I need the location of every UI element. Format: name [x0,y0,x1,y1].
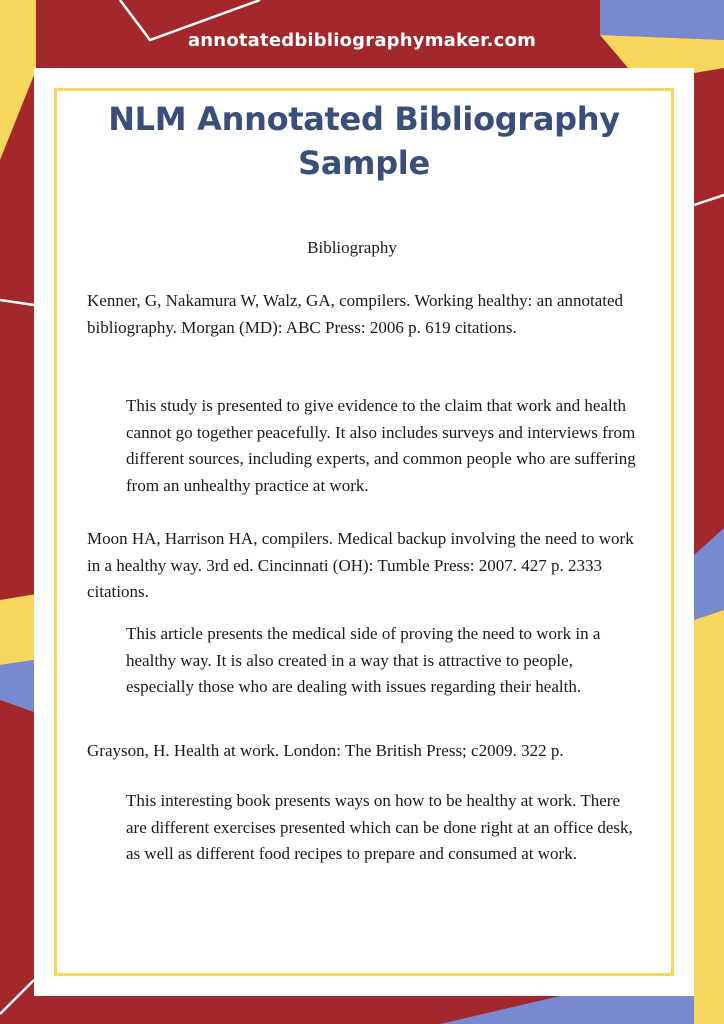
citation-3: Grayson, H. Health at work. London: The British Press; c2009. 322 p. [87,741,564,760]
yellow-shape-right [694,610,724,1024]
annotation-2: This article presents the medical side of proving the need to work in a healthy way. It is also created in a way that is attractive to people, especially those who are dealing with issues regarding their health. [126,624,601,696]
citation-1: Kenner, G, Nakamura W, Walz, GA, compilers. Working healthy: an annotated bibliography. Morgan (MD): ABC Press: 2006 p. 619 citations. [87,291,624,337]
site-url: annotatedbibliographymaker.com [187,30,537,51]
title-line-1: NLM Annotated Bibliography [108,100,620,138]
page-title [34,97,694,185]
citation-2: Moon HA, Harrison HA, compilers. Medical backup involving the need to work in a healthy way. 3rd ed. Cincinnati (OH): Tumble Press: 2007. 427 p. 2333 citations. [87,529,634,601]
document-card [34,68,694,996]
title-line-2: Sample [298,144,430,182]
annotation-3: This interesting book presents ways on how to be healthy at work. There are different exercises presented which can be done right at an office desk, as well as different food recipes to prepare and consumed at work. [126,791,633,863]
annotation-1: This study is presented to give evidence to the claim that work and health cannot go together peacefully. It also includes surveys and interviews from different sources, including experts, and common people who are suffering from an unhealthy practice at work. [126,396,636,495]
section-heading: Bibliography [307,238,397,257]
